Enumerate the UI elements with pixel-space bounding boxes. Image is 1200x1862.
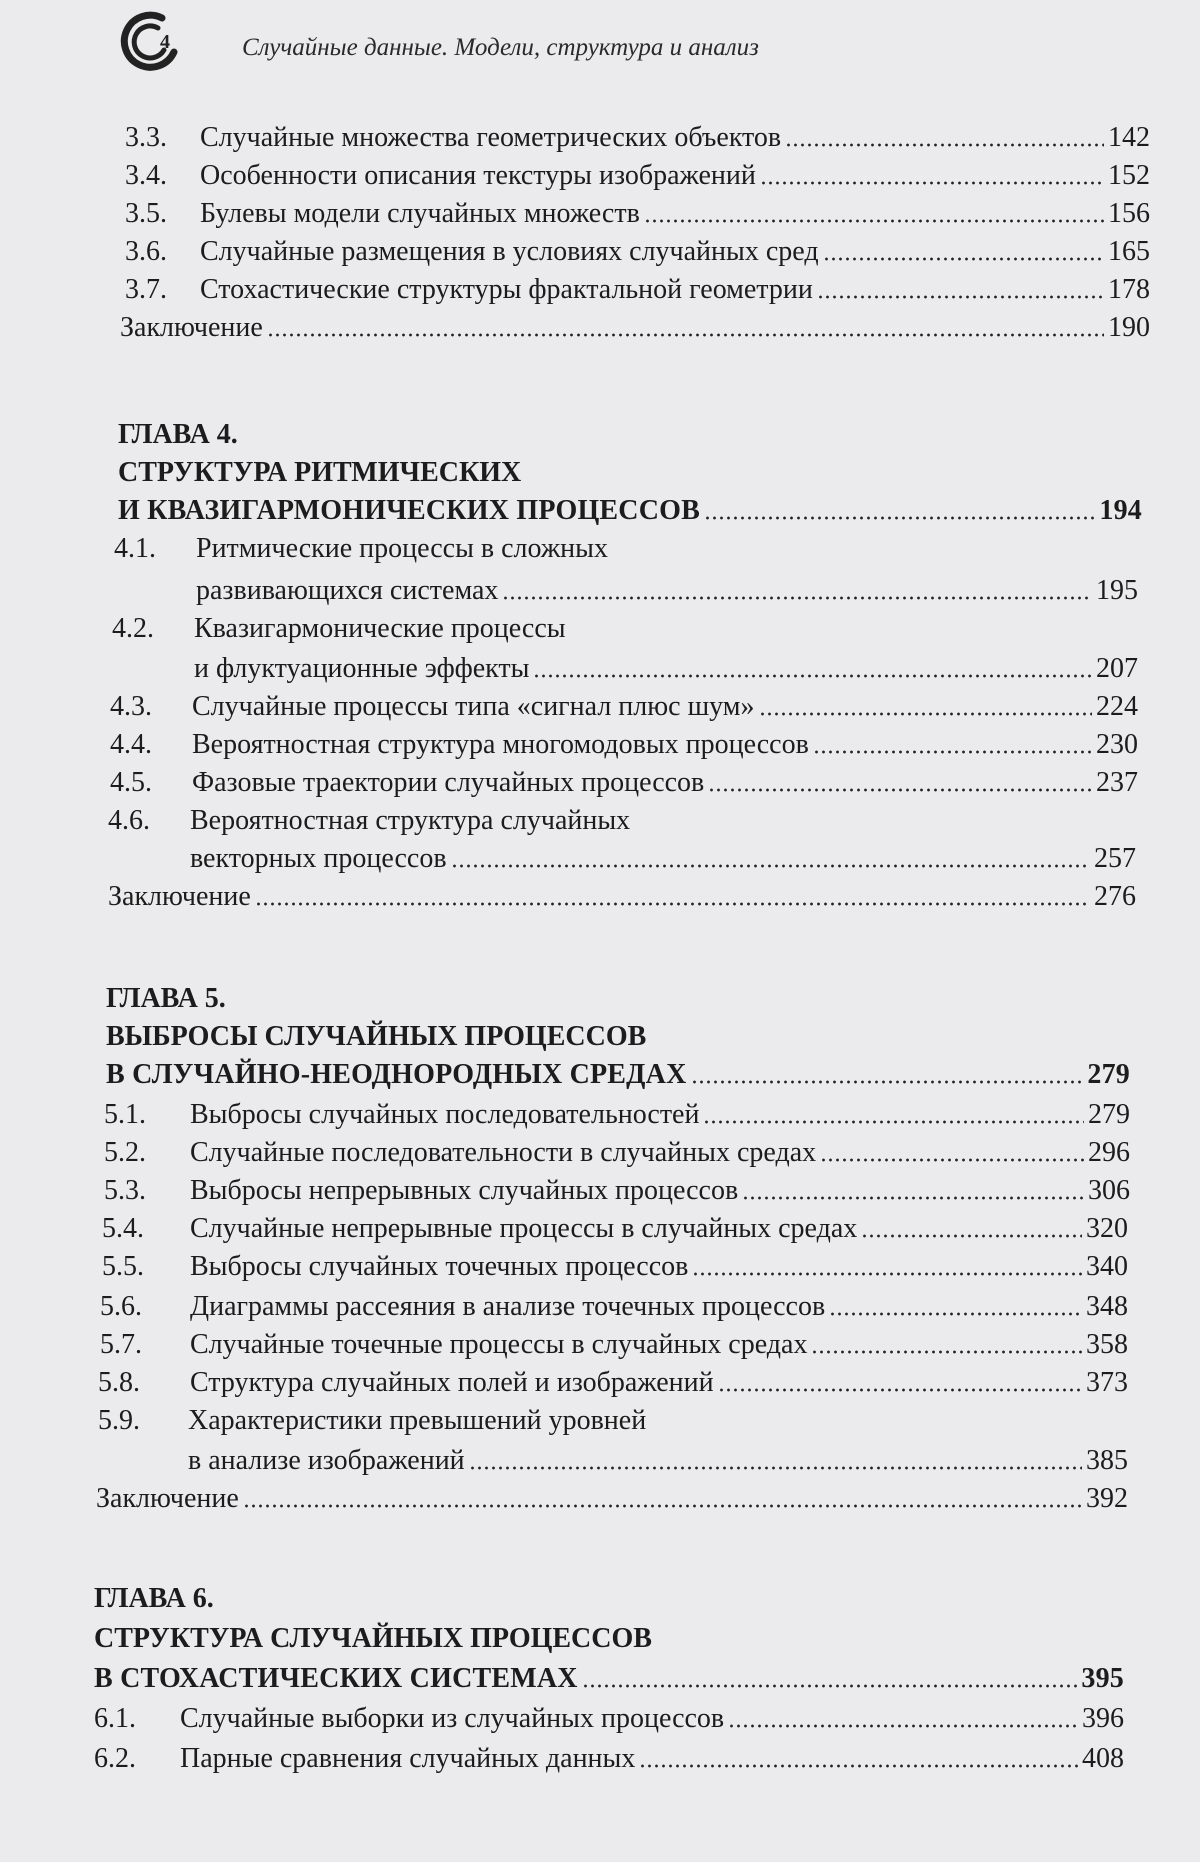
entry-page: 194 xyxy=(1099,495,1142,526)
toc-conclusion xyxy=(96,1482,1128,1516)
entry-page: 195 xyxy=(1096,575,1138,606)
toc-entry xyxy=(190,842,1136,876)
entry-title: Ритмические процессы в сложных xyxy=(196,533,608,564)
entry-title: и флуктуационные эффекты xyxy=(194,653,530,684)
entry-page: 279 xyxy=(1087,1059,1130,1090)
entry-number: 5.1. xyxy=(104,1099,146,1130)
entry-number: 5.2. xyxy=(104,1137,146,1168)
entry-number: 6.2. xyxy=(94,1743,136,1774)
entry-number: 5.4. xyxy=(102,1213,144,1244)
entry-title: в анализе изображений xyxy=(188,1445,465,1476)
entry-title: Характеристики превышений уровней xyxy=(188,1405,647,1436)
entry-number: 4.6. xyxy=(108,805,150,836)
entry-page: 207 xyxy=(1096,653,1138,684)
entry-page: 358 xyxy=(1086,1329,1128,1360)
toc-entry xyxy=(100,1290,1128,1324)
leader-dots xyxy=(692,1253,1082,1277)
entry-page: 392 xyxy=(1086,1483,1128,1514)
toc-entry xyxy=(102,1212,1128,1246)
entry-number: 3.6. xyxy=(125,236,167,267)
leader-dots xyxy=(813,731,1092,755)
entry-title: Особенности описания текстуры изображений xyxy=(200,160,756,191)
toc-entry xyxy=(94,1702,1124,1736)
entry-page: 306 xyxy=(1088,1175,1130,1206)
entry-page: 230 xyxy=(1096,729,1138,760)
entry-number: 5.6. xyxy=(100,1291,142,1322)
chapter-title: СТРУКТУРА РИТМИЧЕСКИХ xyxy=(118,457,522,488)
toc-entry xyxy=(125,121,1150,155)
leader-dots xyxy=(704,497,1095,521)
entry-title: Случайные непрерывные процессы в случайных средах xyxy=(190,1213,858,1244)
entry-number: 5.7. xyxy=(100,1329,142,1360)
entry-title: Заключение xyxy=(120,312,263,343)
leader-dots xyxy=(703,1101,1084,1125)
page-number: 4 xyxy=(160,31,170,53)
leader-dots xyxy=(243,1485,1082,1509)
entry-title: Заключение xyxy=(96,1483,239,1514)
toc-entry xyxy=(194,652,1138,686)
entry-page: 408 xyxy=(1082,1743,1124,1774)
entry-title: векторных процессов xyxy=(190,843,447,874)
leader-dots xyxy=(451,845,1090,869)
toc-conclusion xyxy=(120,311,1150,345)
leader-dots xyxy=(708,769,1092,793)
entry-page: 178 xyxy=(1108,274,1150,305)
leader-dots xyxy=(820,1139,1084,1163)
chapter-title: И КВАЗИГАРМОНИЧЕСКИХ ПРОЦЕССОВ xyxy=(118,495,700,526)
chapter-label: ГЛАВА 6. xyxy=(94,1583,214,1614)
running-title: Случайные данные. Модели, структура и анализ xyxy=(242,34,759,61)
entry-title: Структура случайных полей и изображений xyxy=(190,1367,714,1398)
entry-number: 5.3. xyxy=(104,1175,146,1206)
leader-dots xyxy=(817,276,1104,300)
entry-page: 396 xyxy=(1082,1703,1124,1734)
toc-entry xyxy=(94,1742,1124,1776)
toc-entry xyxy=(125,235,1150,269)
leader-dots xyxy=(718,1369,1082,1393)
entry-page: 320 xyxy=(1086,1213,1128,1244)
entry-page: 276 xyxy=(1094,881,1136,912)
entry-title: Выбросы случайных последовательностей xyxy=(190,1099,700,1130)
leader-dots xyxy=(811,1331,1082,1355)
chapter-title-entry xyxy=(106,1058,1130,1092)
entry-title: Выбросы случайных точечных процессов xyxy=(190,1251,689,1282)
leader-dots xyxy=(267,314,1104,338)
entry-number: 3.4. xyxy=(125,160,167,191)
leader-dots xyxy=(255,883,1090,907)
chapter-title: ВЫБРОСЫ СЛУЧАЙНЫХ ПРОЦЕССОВ xyxy=(106,1021,647,1052)
entry-title: Случайные точечные процессы в случайных средах xyxy=(190,1329,808,1360)
entry-title: Заключение xyxy=(108,881,251,912)
entry-page: 395 xyxy=(1081,1663,1124,1694)
entry-title: Случайные выборки из случайных процессов xyxy=(180,1703,725,1734)
entry-page: 385 xyxy=(1086,1445,1128,1476)
entry-page: 279 xyxy=(1088,1099,1130,1130)
entry-title: Диаграммы рассеяния в анализе точечных процессов xyxy=(190,1291,826,1322)
leader-dots xyxy=(691,1061,1084,1085)
leader-dots xyxy=(644,200,1104,224)
entry-title: Случайные размещения в условиях случайных сред xyxy=(200,236,819,267)
leader-dots xyxy=(469,1447,1082,1471)
entry-title: Случайные множества геометрических объектов xyxy=(200,122,782,153)
entry-title: Фазовые траектории случайных процессов xyxy=(192,767,705,798)
leader-dots xyxy=(861,1215,1082,1239)
toc-entry xyxy=(104,1174,1130,1208)
chapter-title-entry xyxy=(94,1662,1124,1696)
chapter-title: В СТОХАСТИЧЕСКИХ СИСТЕМАХ xyxy=(94,1663,578,1694)
leader-dots xyxy=(582,1665,1078,1689)
chapter-title-entry xyxy=(118,494,1142,528)
entry-number: 4.4. xyxy=(110,729,152,760)
leader-dots xyxy=(760,162,1104,186)
toc-conclusion xyxy=(108,880,1136,914)
leader-dots xyxy=(728,1705,1078,1729)
entry-title: Парные сравнения случайных данных xyxy=(180,1743,636,1774)
entry-number: 3.3. xyxy=(125,122,167,153)
toc-entry xyxy=(98,1366,1128,1400)
entry-title: Выбросы непрерывных случайных процессов xyxy=(190,1175,739,1206)
entry-number: 5.5. xyxy=(102,1251,144,1282)
entry-title: Квазигармонические процессы xyxy=(194,613,566,644)
entry-number: 5.9. xyxy=(98,1405,140,1436)
entry-page: 190 xyxy=(1108,312,1150,343)
entry-number: 4.5. xyxy=(110,767,152,798)
entry-number: 3.7. xyxy=(125,274,167,305)
entry-title: Случайные процессы типа «сигнал плюс шум» xyxy=(192,691,755,722)
chapter-label: ГЛАВА 5. xyxy=(106,983,226,1014)
entry-page: 156 xyxy=(1108,198,1150,229)
toc-entry xyxy=(110,766,1138,800)
toc-entry xyxy=(110,728,1138,762)
entry-number: 5.8. xyxy=(98,1367,140,1398)
entry-title: Вероятностная структура многомодовых процессов xyxy=(192,729,809,760)
toc-entry xyxy=(196,574,1138,608)
toc-entry xyxy=(125,159,1150,193)
leader-dots xyxy=(823,238,1104,262)
entry-number: 4.2. xyxy=(112,613,154,644)
entry-number: 3.5. xyxy=(125,198,167,229)
entry-number: 4.3. xyxy=(110,691,152,722)
entry-page: 224 xyxy=(1096,691,1138,722)
chapter-label: ГЛАВА 4. xyxy=(118,419,238,450)
toc-entry xyxy=(100,1328,1128,1362)
entry-page: 296 xyxy=(1088,1137,1130,1168)
entry-page: 348 xyxy=(1086,1291,1128,1322)
entry-number: 6.1. xyxy=(94,1703,136,1734)
leader-dots xyxy=(639,1745,1078,1769)
entry-title: Стохастические структуры фрактальной геометрии xyxy=(200,274,813,305)
toc-entry xyxy=(102,1250,1128,1284)
entry-title: Булевы модели случайных множеств xyxy=(200,198,640,229)
leader-dots xyxy=(742,1177,1084,1201)
chapter-title: В СЛУЧАЙНО-НЕОДНОРОДНЫХ СРЕДАХ xyxy=(106,1059,687,1090)
entry-page: 142 xyxy=(1108,122,1150,153)
leader-dots xyxy=(785,124,1104,148)
toc-entry xyxy=(104,1136,1130,1170)
toc-entry xyxy=(125,273,1150,307)
leader-dots xyxy=(829,1293,1082,1317)
leader-dots xyxy=(533,655,1092,679)
toc-entry xyxy=(188,1444,1128,1478)
entry-title: Вероятностная структура случайных xyxy=(190,805,631,836)
toc-entry xyxy=(125,197,1150,231)
entry-number: 4.1. xyxy=(114,533,156,564)
entry-page: 165 xyxy=(1108,236,1150,267)
toc-entry xyxy=(110,690,1138,724)
leader-dots xyxy=(759,693,1092,717)
entry-title: развивающихся системах xyxy=(196,575,499,606)
entry-page: 340 xyxy=(1086,1251,1128,1282)
entry-page: 373 xyxy=(1086,1367,1128,1398)
entry-page: 152 xyxy=(1108,160,1150,191)
entry-page: 257 xyxy=(1094,843,1136,874)
entry-page: 237 xyxy=(1096,767,1138,798)
chapter-title: СТРУКТУРА СЛУЧАЙНЫХ ПРОЦЕССОВ xyxy=(94,1623,652,1654)
leader-dots xyxy=(502,577,1092,601)
toc-entry xyxy=(104,1098,1130,1132)
entry-title: Случайные последовательности в случайных средах xyxy=(190,1137,817,1168)
